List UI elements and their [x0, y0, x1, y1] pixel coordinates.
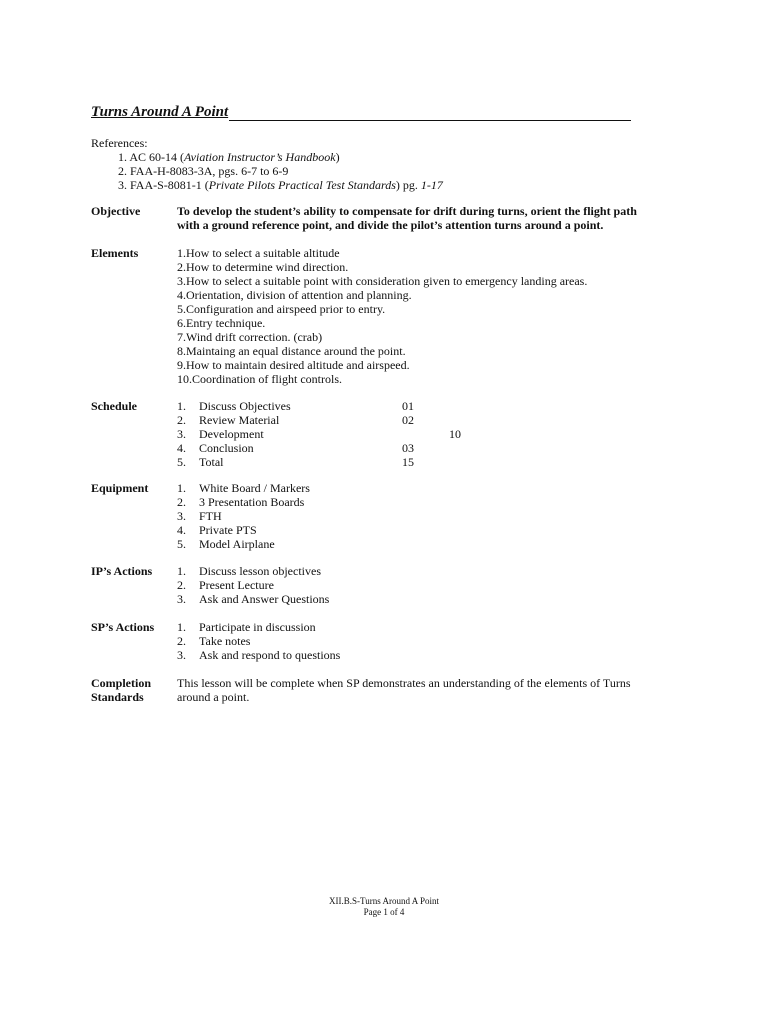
references-heading: References:: [91, 136, 148, 150]
list-item: 1. Discuss lesson objectives: [177, 564, 321, 578]
list-item: 1. Participate in discussion: [177, 620, 316, 634]
list-item: 2. 3 Presentation Boards: [177, 495, 305, 509]
schedule-list: [177, 399, 697, 469]
list-item: 1.How to select a suitable altitude: [177, 246, 340, 260]
list-item: 9.How to maintain desired altitude and airspeed.: [177, 358, 410, 372]
list-item: 2.How to determine wind direction.: [177, 260, 349, 274]
reference-item: 1. AC 60-14 (Aviation Instructor’s Handbook): [118, 150, 340, 164]
list-item: 3.How to select a suitable point with consideration given to emergency landing areas.: [177, 274, 588, 288]
equipment-section: [91, 481, 691, 553]
sp-actions-label: SP’s Actions: [91, 620, 155, 634]
elements-label: Elements: [91, 246, 139, 260]
reference-item: 2. FAA-H-8083-3A, pgs. 6-7 to 6-9: [118, 164, 289, 178]
list-item: 1. White Board / Markers: [177, 481, 310, 495]
list-item: 8.Maintaing an equal distance around the point.: [177, 344, 406, 358]
footer-title: XII.B.S-Turns Around A Point: [329, 896, 439, 906]
schedule-label: Schedule: [91, 399, 138, 413]
list-item: 3. FTH: [177, 509, 222, 523]
schedule-section: [91, 399, 691, 471]
list-item: 5. Model Airplane: [177, 537, 275, 551]
schedule-item: 3. Development 10: [177, 427, 461, 441]
reference-item: 3. FAA-S-8081-1 (Private Pilots Practical Test Standards) pg. 1-17: [118, 178, 443, 192]
completion-label: Completion Standards: [91, 676, 151, 704]
list-item: 6.Entry technique.: [177, 316, 266, 330]
schedule-item: 1. Discuss Objectives 01: [177, 399, 414, 413]
list-item: 2. Take notes: [177, 634, 251, 648]
page-title: Turns Around A Point: [91, 104, 229, 120]
schedule-item: 5. Total 15: [177, 455, 414, 469]
list-item: 7.Wind drift correction. (crab): [177, 330, 323, 344]
list-item: 2. Present Lecture: [177, 578, 274, 592]
page-number: Page 1 of 4: [363, 907, 405, 917]
objective-text: To develop the student’s ability to compensate for drift during turns, orient the flight path with a ground reference point, and divide the pilot’s attention turns around a point.: [177, 204, 637, 232]
references: [91, 136, 443, 192]
ip-actions-label: IP’s Actions: [91, 564, 153, 578]
title-underline: [229, 120, 631, 121]
list-item: 5.Configuration and airspeed prior to entry.: [177, 302, 386, 316]
ip-actions-list: [177, 564, 697, 606]
title-row: [91, 105, 631, 123]
list-item: 10.Coordination of flight controls.: [177, 372, 342, 386]
elements-list: [177, 246, 697, 386]
list-item: 4. Private PTS: [177, 523, 257, 537]
objective-section: [91, 204, 691, 234]
schedule-item: 2. Review Material 02: [177, 413, 414, 427]
completion-section: [91, 676, 691, 706]
schedule-item: 4. Conclusion 03: [177, 441, 414, 455]
ip-actions-section: [91, 564, 691, 608]
list-item: 4.Orientation, division of attention and planning.: [177, 288, 412, 302]
references-list: [91, 150, 443, 192]
page-footer: [0, 896, 768, 918]
list-item: 3. Ask and respond to questions: [177, 648, 341, 662]
list-item: 3. Ask and Answer Questions: [177, 592, 330, 606]
elements-section: [91, 246, 691, 388]
equipment-label: Equipment: [91, 481, 149, 495]
equipment-list: [177, 481, 697, 551]
sp-actions-list: [177, 620, 697, 662]
completion-text: This lesson will be complete when SP demonstrates an understanding of the elements of Turns around a point.: [177, 676, 631, 704]
objective-label: Objective: [91, 204, 141, 218]
sp-actions-section: [91, 620, 691, 664]
